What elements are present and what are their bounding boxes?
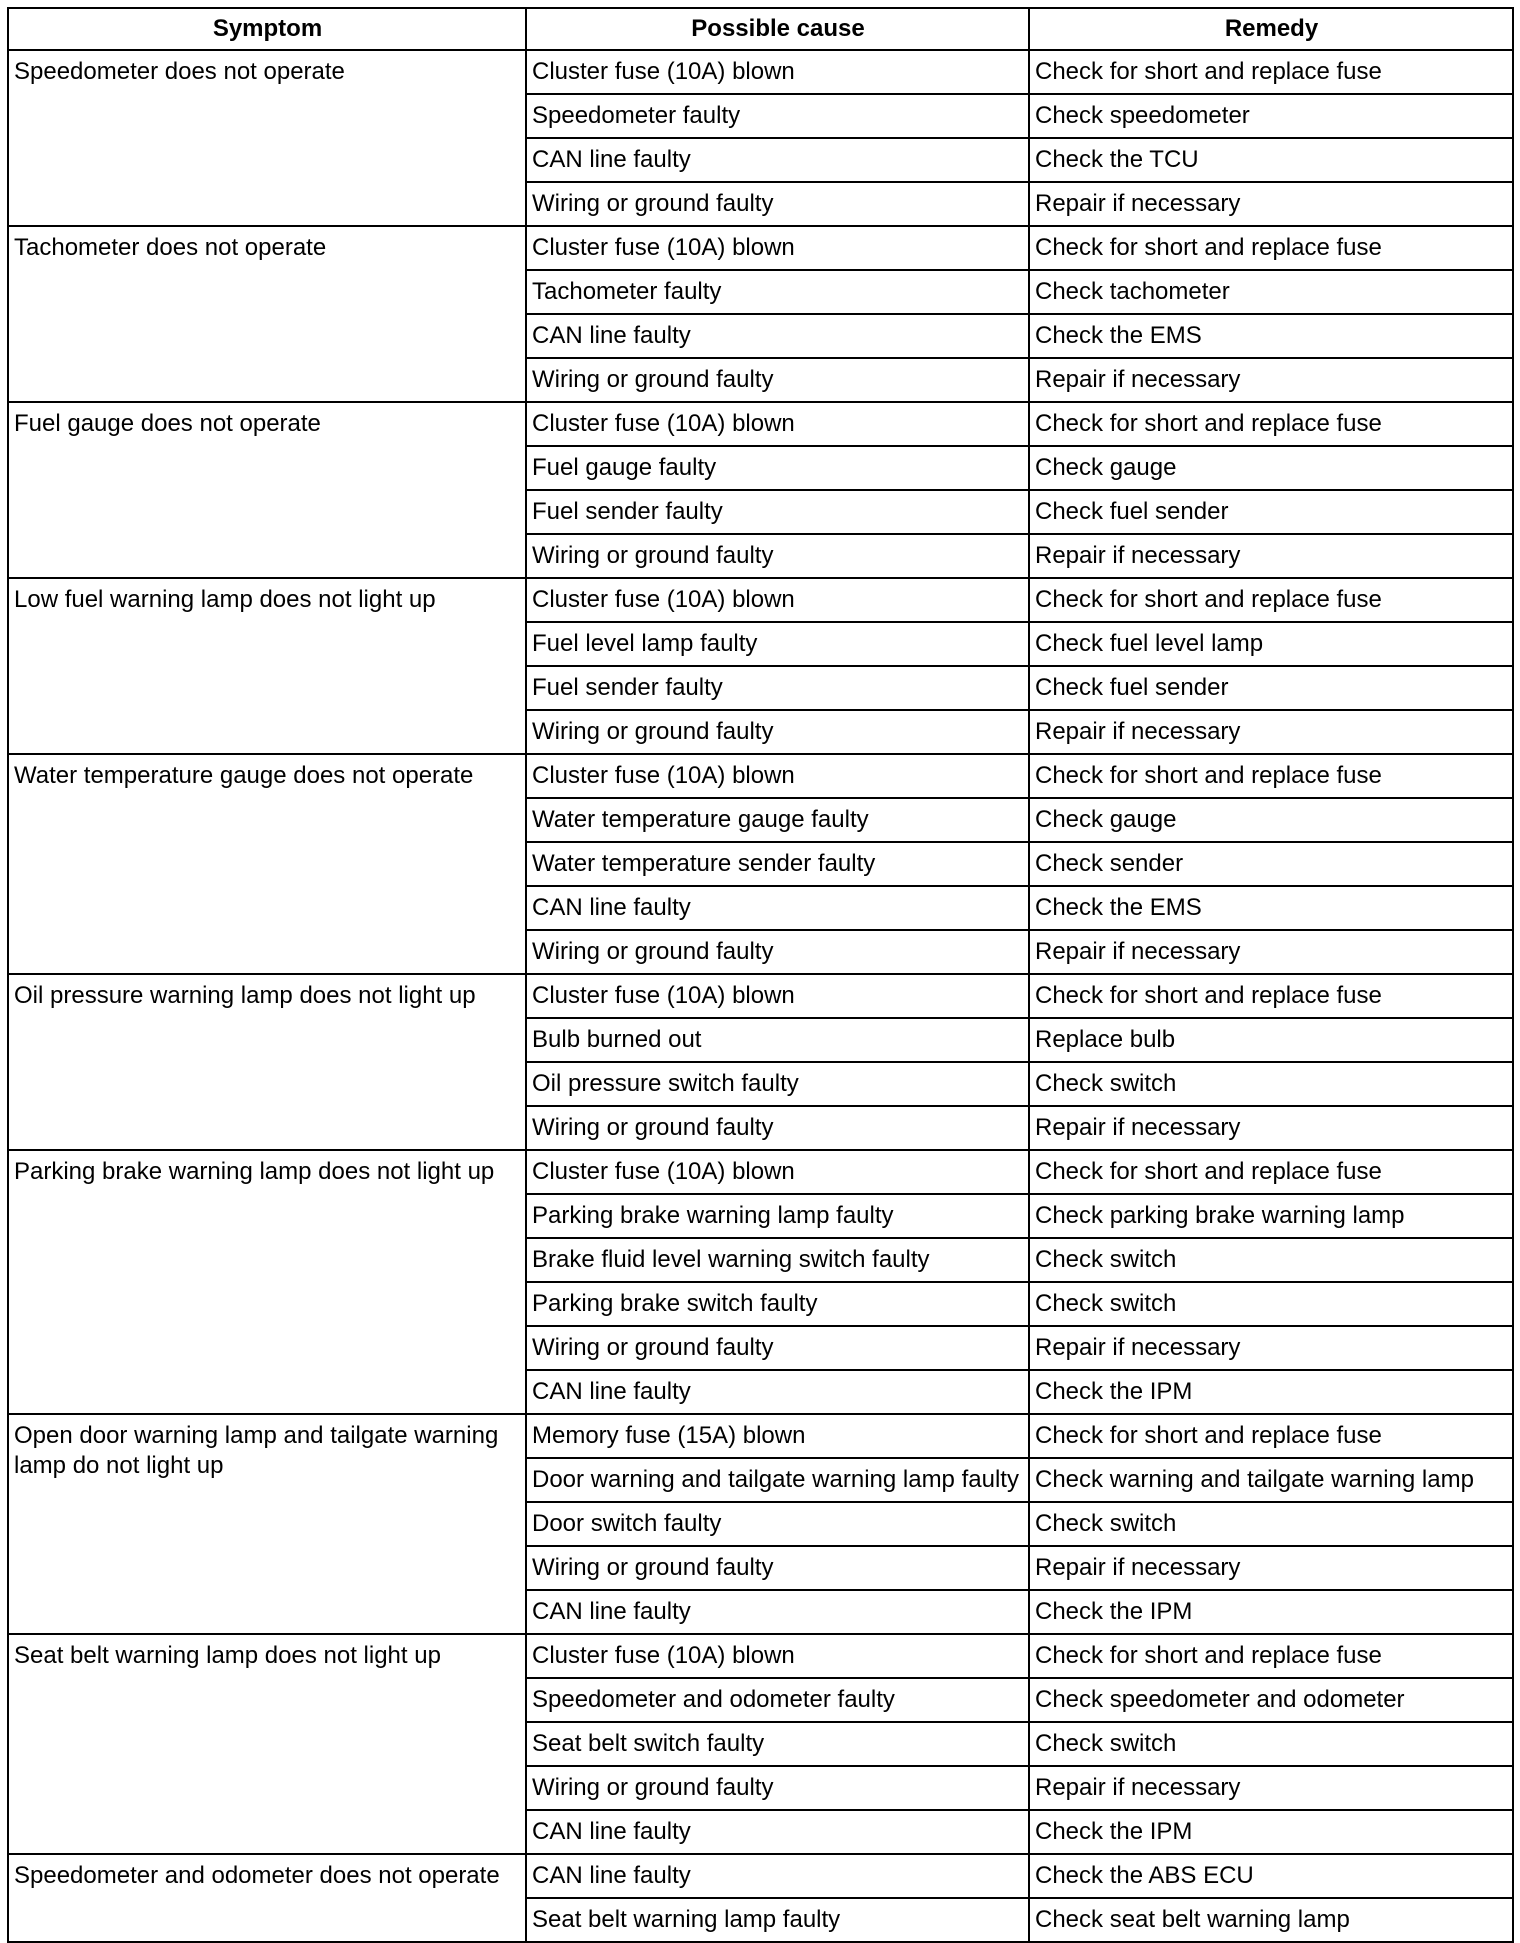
header-remedy: Remedy [1029, 8, 1513, 50]
possible-cause-cell: Wiring or ground faulty [526, 1766, 1029, 1810]
possible-cause-cell: CAN line faulty [526, 1854, 1029, 1898]
possible-cause-cell: Seat belt warning lamp faulty [526, 1898, 1029, 1942]
possible-cause-cell: Parking brake warning lamp faulty [526, 1194, 1029, 1238]
remedy-cell: Check for short and replace fuse [1029, 50, 1513, 94]
remedy-cell: Repair if necessary [1029, 1766, 1513, 1810]
symptom-cell: Low fuel warning lamp does not light up [8, 578, 526, 754]
remedy-cell: Check the EMS [1029, 886, 1513, 930]
table-row [8, 1414, 1513, 1458]
possible-cause-cell: CAN line faulty [526, 886, 1029, 930]
remedy-cell: Check the IPM [1029, 1370, 1513, 1414]
possible-cause-cell: Water temperature sender faulty [526, 842, 1029, 886]
remedy-cell: Repair if necessary [1029, 710, 1513, 754]
table-row [8, 402, 1513, 446]
symptom-cell: Seat belt warning lamp does not light up [8, 1634, 526, 1854]
possible-cause-cell: CAN line faulty [526, 138, 1029, 182]
remedy-cell: Check gauge [1029, 798, 1513, 842]
remedy-cell: Check sender [1029, 842, 1513, 886]
possible-cause-cell: CAN line faulty [526, 1590, 1029, 1634]
possible-cause-cell: Door switch faulty [526, 1502, 1029, 1546]
remedy-cell: Check fuel level lamp [1029, 622, 1513, 666]
remedy-cell: Check warning and tailgate warning lamp [1029, 1458, 1513, 1502]
possible-cause-cell: Brake fluid level warning switch faulty [526, 1238, 1029, 1282]
possible-cause-cell: Parking brake switch faulty [526, 1282, 1029, 1326]
table-row [8, 754, 1513, 798]
remedy-cell: Check seat belt warning lamp [1029, 1898, 1513, 1942]
remedy-cell: Check the IPM [1029, 1810, 1513, 1854]
possible-cause-cell: CAN line faulty [526, 1370, 1029, 1414]
possible-cause-cell: Cluster fuse (10A) blown [526, 974, 1029, 1018]
remedy-cell: Check parking brake warning lamp [1029, 1194, 1513, 1238]
possible-cause-cell: Memory fuse (15A) blown [526, 1414, 1029, 1458]
possible-cause-cell: Cluster fuse (10A) blown [526, 578, 1029, 622]
symptom-cell: Open door warning lamp and tailgate warning lamp do not light up [8, 1414, 526, 1634]
possible-cause-cell: Cluster fuse (10A) blown [526, 1150, 1029, 1194]
remedy-cell: Check switch [1029, 1502, 1513, 1546]
remedy-cell: Check fuel sender [1029, 666, 1513, 710]
table-row [8, 578, 1513, 622]
remedy-cell: Check for short and replace fuse [1029, 226, 1513, 270]
possible-cause-cell: Fuel sender faulty [526, 490, 1029, 534]
symptom-cell: Tachometer does not operate [8, 226, 526, 402]
possible-cause-cell: CAN line faulty [526, 1810, 1029, 1854]
possible-cause-cell: Wiring or ground faulty [526, 1106, 1029, 1150]
symptom-cell: Oil pressure warning lamp does not light up [8, 974, 526, 1150]
remedy-cell: Repair if necessary [1029, 1326, 1513, 1370]
remedy-cell: Check switch [1029, 1238, 1513, 1282]
remedy-cell: Check the ABS ECU [1029, 1854, 1513, 1898]
remedy-cell: Repair if necessary [1029, 930, 1513, 974]
possible-cause-cell: Fuel level lamp faulty [526, 622, 1029, 666]
possible-cause-cell: Wiring or ground faulty [526, 930, 1029, 974]
remedy-cell: Check for short and replace fuse [1029, 1150, 1513, 1194]
header-row [8, 8, 1513, 50]
remedy-cell: Check switch [1029, 1282, 1513, 1326]
possible-cause-cell: Wiring or ground faulty [526, 182, 1029, 226]
troubleshooting-table [7, 7, 1514, 1943]
remedy-cell: Check for short and replace fuse [1029, 578, 1513, 622]
possible-cause-cell: Oil pressure switch faulty [526, 1062, 1029, 1106]
possible-cause-cell: Door warning and tailgate warning lamp faulty [526, 1458, 1029, 1502]
possible-cause-cell: Cluster fuse (10A) blown [526, 226, 1029, 270]
remedy-cell: Check for short and replace fuse [1029, 402, 1513, 446]
remedy-cell: Check speedometer [1029, 94, 1513, 138]
table-row [8, 1634, 1513, 1678]
remedy-cell: Check fuel sender [1029, 490, 1513, 534]
table-header [8, 8, 1513, 50]
remedy-cell: Check for short and replace fuse [1029, 974, 1513, 1018]
possible-cause-cell: Wiring or ground faulty [526, 1326, 1029, 1370]
remedy-cell: Check for short and replace fuse [1029, 754, 1513, 798]
possible-cause-cell: Water temperature gauge faulty [526, 798, 1029, 842]
table-row [8, 974, 1513, 1018]
possible-cause-cell: Fuel sender faulty [526, 666, 1029, 710]
remedy-cell: Check gauge [1029, 446, 1513, 490]
remedy-cell: Replace bulb [1029, 1018, 1513, 1062]
table-row [8, 50, 1513, 94]
table-row [8, 1150, 1513, 1194]
possible-cause-cell: CAN line faulty [526, 314, 1029, 358]
remedy-cell: Check the TCU [1029, 138, 1513, 182]
possible-cause-cell: Wiring or ground faulty [526, 534, 1029, 578]
possible-cause-cell: Wiring or ground faulty [526, 1546, 1029, 1590]
symptom-cell: Speedometer does not operate [8, 50, 526, 226]
symptom-cell: Fuel gauge does not operate [8, 402, 526, 578]
header-possible-cause: Possible cause [526, 8, 1029, 50]
possible-cause-cell: Wiring or ground faulty [526, 710, 1029, 754]
possible-cause-cell: Speedometer and odometer faulty [526, 1678, 1029, 1722]
table-body [8, 50, 1513, 1942]
remedy-cell: Check switch [1029, 1062, 1513, 1106]
remedy-cell: Check speedometer and odometer [1029, 1678, 1513, 1722]
remedy-cell: Repair if necessary [1029, 534, 1513, 578]
possible-cause-cell: Cluster fuse (10A) blown [526, 402, 1029, 446]
remedy-cell: Check the IPM [1029, 1590, 1513, 1634]
possible-cause-cell: Seat belt switch faulty [526, 1722, 1029, 1766]
remedy-cell: Repair if necessary [1029, 182, 1513, 226]
remedy-cell: Check tachometer [1029, 270, 1513, 314]
table-row [8, 1854, 1513, 1898]
symptom-cell: Water temperature gauge does not operate [8, 754, 526, 974]
remedy-cell: Repair if necessary [1029, 1546, 1513, 1590]
possible-cause-cell: Cluster fuse (10A) blown [526, 1634, 1029, 1678]
symptom-cell: Parking brake warning lamp does not light up [8, 1150, 526, 1414]
remedy-cell: Check for short and replace fuse [1029, 1634, 1513, 1678]
remedy-cell: Repair if necessary [1029, 358, 1513, 402]
possible-cause-cell: Speedometer faulty [526, 94, 1029, 138]
header-symptom: Symptom [8, 8, 526, 50]
remedy-cell: Check for short and replace fuse [1029, 1414, 1513, 1458]
possible-cause-cell: Cluster fuse (10A) blown [526, 50, 1029, 94]
possible-cause-cell: Fuel gauge faulty [526, 446, 1029, 490]
possible-cause-cell: Bulb burned out [526, 1018, 1029, 1062]
remedy-cell: Check switch [1029, 1722, 1513, 1766]
remedy-cell: Repair if necessary [1029, 1106, 1513, 1150]
possible-cause-cell: Cluster fuse (10A) blown [526, 754, 1029, 798]
troubleshooting-sheet [7, 7, 1512, 1943]
symptom-cell: Speedometer and odometer does not operate [8, 1854, 526, 1942]
remedy-cell: Check the EMS [1029, 314, 1513, 358]
possible-cause-cell: Tachometer faulty [526, 270, 1029, 314]
possible-cause-cell: Wiring or ground faulty [526, 358, 1029, 402]
table-row [8, 226, 1513, 270]
